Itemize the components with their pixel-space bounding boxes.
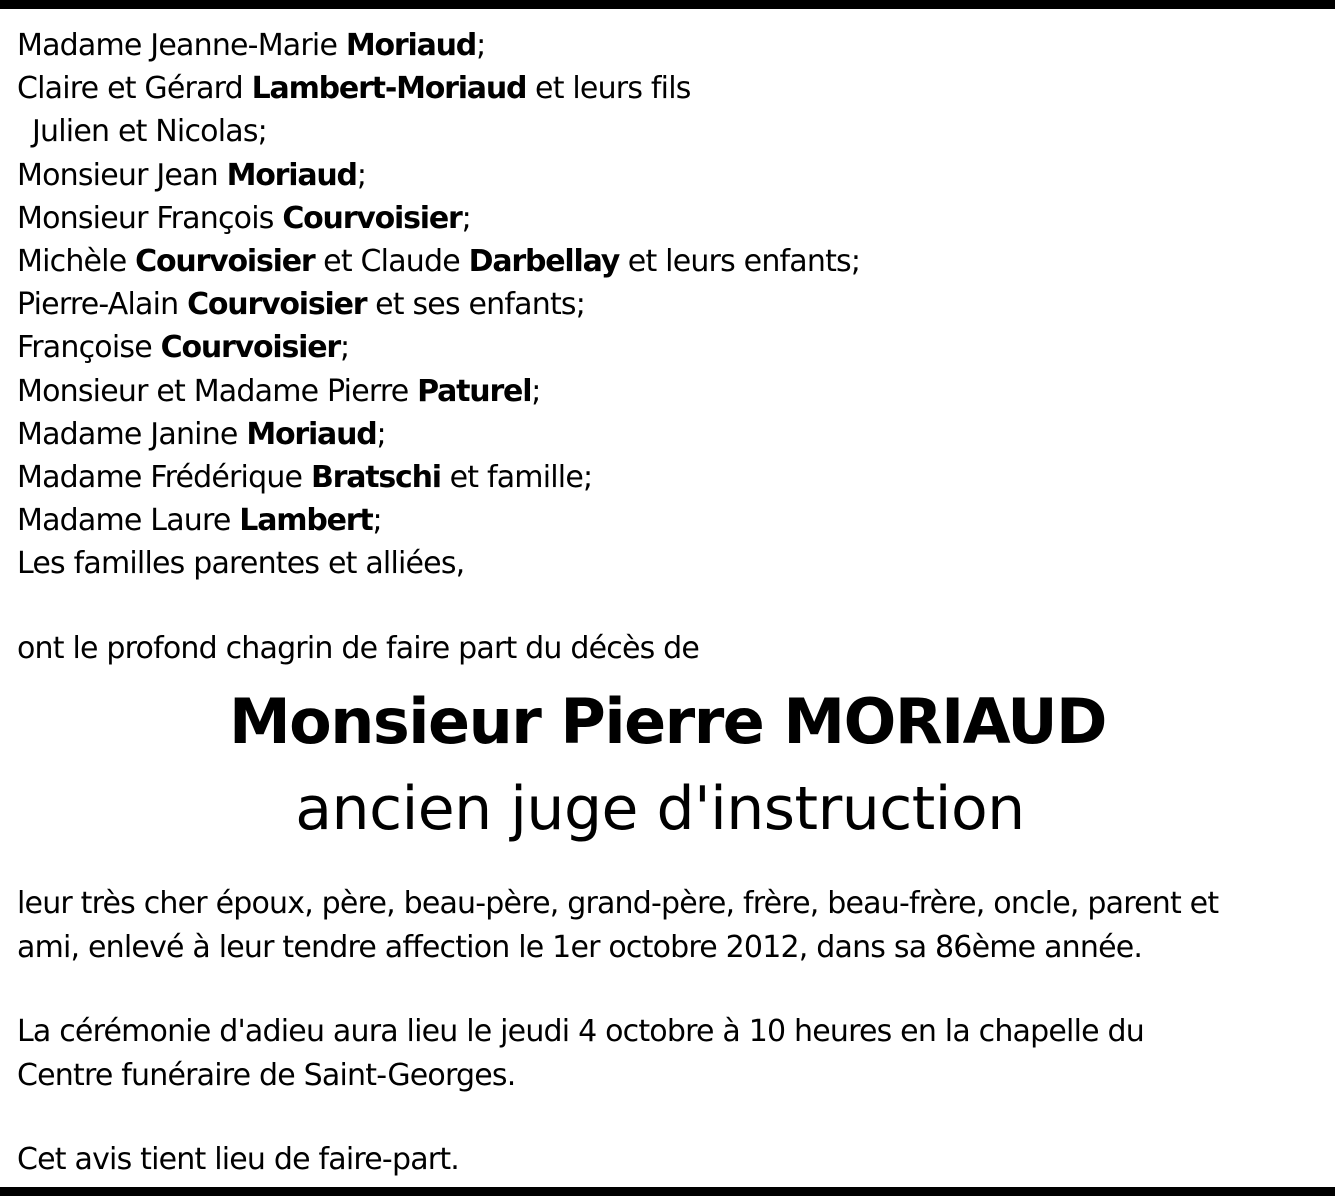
mourner-line (17, 240, 1317, 283)
bottom-border-rule (0, 1187, 1335, 1196)
mourner-text: ; (376, 416, 386, 452)
ceremony-line: Centre funéraire de Saint-Georges. (17, 1057, 516, 1093)
deceased-title: ancien juge d'instruction (295, 774, 1025, 844)
mourner-text: et Claude (314, 244, 469, 280)
relation-line: leur très cher époux, père, beau-père, grand-père, frère, beau-frère, oncle, parent et (17, 886, 1219, 921)
mourner-text: Monsieur Jean (17, 157, 227, 193)
family-name: Bratschi (310, 460, 441, 496)
mourner-text: Pierre-Alain (17, 287, 188, 323)
relation-paragraph (17, 882, 1317, 969)
mourner-text: Les familles parentes et alliées, (17, 546, 465, 582)
mourner-line (17, 499, 1317, 542)
mourner-text: Madame Jeanne-Marie (17, 28, 346, 63)
mourner-line (17, 197, 1317, 240)
mourner-text: ; (476, 28, 486, 63)
mourner-text: ; (372, 503, 382, 539)
mourner-line (17, 283, 1317, 326)
mourner-line (17, 413, 1317, 456)
mourner-text: ; (461, 200, 471, 236)
ceremony-line: La cérémonie d'adieu aura lieu le jeudi 4 octobre à 10 heures en la chapelle du (17, 1014, 1144, 1049)
family-name: Darbellay (468, 244, 620, 280)
ceremony-paragraph (17, 1010, 1317, 1097)
family-name: Lambert (239, 503, 373, 539)
family-name: Moriaud (226, 157, 357, 193)
mourner-text: ; (356, 157, 367, 193)
mourner-line (17, 67, 1317, 110)
mourner-line (17, 542, 1317, 585)
family-name: Courvoisier (135, 244, 315, 280)
notice-paragraph (17, 1138, 1317, 1182)
mourner-line (17, 370, 1317, 413)
announcement-text: ont le profond chagrin de faire part du décès de (17, 631, 700, 666)
mourner-text: ; (339, 330, 350, 366)
mourner-line (17, 326, 1317, 369)
mourner-text: Monsieur et Madame Pierre (17, 373, 418, 409)
family-name: Lambert-Moriaud (251, 71, 527, 107)
mourner-text: Julien et Nicolas; (32, 114, 267, 150)
mourner-text: Madame Frédérique (17, 460, 311, 496)
mourner-text: et famille; (440, 460, 593, 496)
notice-line: Cet avis tient lieu de faire-part. (17, 1142, 460, 1177)
family-name: Moriaud (246, 416, 377, 452)
top-border-rule (0, 0, 1335, 9)
mourners-list (17, 24, 1317, 586)
deceased-name: Monsieur Pierre MORIAUD (228, 685, 1107, 758)
mourner-text: et ses enfants; (366, 287, 586, 323)
family-name: Courvoisier (282, 200, 462, 236)
family-name: Courvoisier (160, 330, 340, 366)
mourner-text: Claire et Gérard (17, 71, 252, 107)
mourner-text: Madame Janine (17, 416, 247, 452)
mourner-line (17, 110, 1317, 153)
mourner-text: Michèle (17, 244, 136, 280)
family-name: Moriaud (345, 28, 477, 63)
family-name: Paturel (417, 373, 532, 409)
relation-line: ami, enlevé à leur tendre affection le 1er octobre 2012, dans sa 86ème année. (17, 929, 1143, 965)
mourner-text: Monsieur François (17, 200, 283, 236)
mourner-line (17, 24, 1317, 67)
mourner-line (17, 456, 1317, 499)
mourner-line (17, 154, 1317, 197)
mourner-text: Françoise (17, 330, 161, 366)
mourner-text: et leurs enfants; (619, 244, 861, 280)
mourner-text: et leurs fils (526, 71, 691, 107)
family-name: Courvoisier (187, 287, 367, 323)
mourner-text: ; (531, 373, 541, 409)
mourner-text: Madame Laure (17, 503, 240, 539)
